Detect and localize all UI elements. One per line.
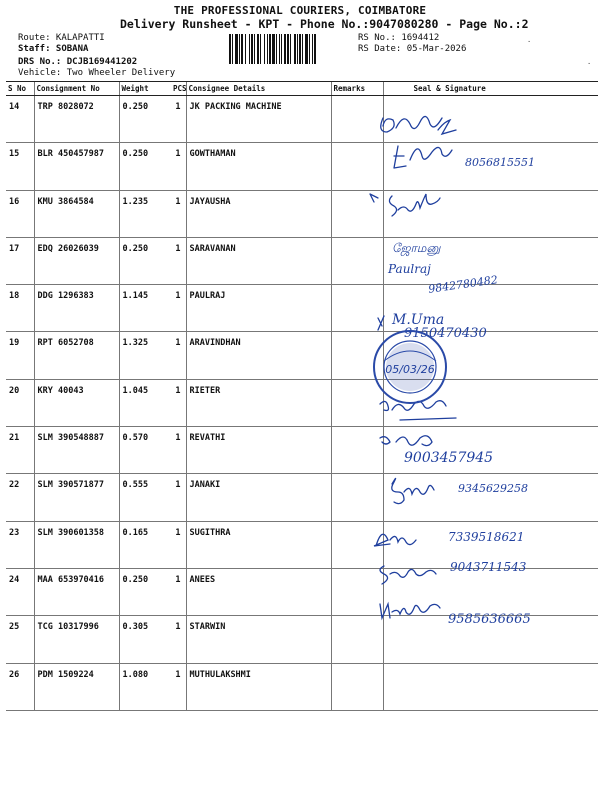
col-weight: Weight (119, 82, 171, 96)
row-pcs: 1 (171, 285, 186, 332)
staff-label: Staff: SOBANA (18, 44, 89, 54)
phone-r22: 9003457945 (404, 450, 494, 466)
row-consignee: JAYAUSHA (186, 190, 331, 237)
row-consignee: REVATHI (186, 427, 331, 474)
row-consignment: PDM 1509224 (34, 663, 119, 710)
row-weight: 0.165 (119, 521, 171, 568)
row-weight: 0.555 (119, 474, 171, 521)
name-r19: M.Uma (392, 312, 445, 328)
name-r18: ஜோமனு (392, 241, 441, 255)
row-weight: 0.250 (119, 96, 171, 143)
phone-r25: 9043711543 (450, 560, 527, 574)
row-consignee: ANEES (186, 568, 331, 615)
row-pcs: 1 (171, 521, 186, 568)
stamp-date: 05/03/26 (385, 363, 435, 376)
row-weight: 1.235 (119, 190, 171, 237)
row-pcs: 1 (171, 427, 186, 474)
row-sno: 16 (6, 190, 34, 237)
row-pcs: 1 (171, 143, 186, 190)
phone-r24: 7339518621 (448, 530, 525, 544)
phone-r23: 9345629258 (458, 482, 528, 495)
row-consignee: JK PACKING MACHINE (186, 96, 331, 143)
row-pcs: 1 (171, 332, 186, 379)
stray-mark: · (587, 60, 592, 68)
row-weight: 1.325 (119, 332, 171, 379)
row-consignment: TCG 10317996 (34, 616, 119, 663)
row-weight: 0.305 (119, 616, 171, 663)
col-remarks: Remarks (331, 82, 383, 96)
row-sno: 25 (6, 616, 34, 663)
row-weight: 1.080 (119, 663, 171, 710)
row-consignment: TRP 8028072 (34, 96, 119, 143)
rs-number: RS No.: 1694412 (358, 33, 440, 43)
row-sno: 17 (6, 237, 34, 284)
row-consignee: GOWTHAMAN (186, 143, 331, 190)
signature-r26 (380, 604, 440, 618)
signature-r16 (389, 194, 440, 216)
row-consignment: KMU 3864584 (34, 190, 119, 237)
row-pcs: 1 (171, 568, 186, 615)
row-sno: 14 (6, 96, 34, 143)
vehicle-label: Vehicle: Two Wheeler Delivery (18, 68, 176, 78)
row-sno: 22 (6, 474, 34, 521)
signature-r15 (394, 146, 452, 168)
row-weight: 0.570 (119, 427, 171, 474)
signature-r22 (380, 436, 432, 446)
row-weight: 0.250 (119, 143, 171, 190)
company-seal-stamp (370, 327, 450, 407)
route-label: Route: KALAPATTI (18, 33, 105, 43)
arrow-mark (370, 194, 378, 202)
row-sno: 19 (6, 332, 34, 379)
row-consignee: PAULRAJ (186, 285, 331, 332)
phone-r18: 9842780482 (427, 273, 499, 296)
row-consignment: RPT 6052708 (34, 332, 119, 379)
row-weight: 1.045 (119, 379, 171, 426)
drs-number: DRS No.: DCJB169441202 (18, 57, 138, 67)
signature-r25 (380, 566, 436, 584)
row-consignee: SUGITHRA (186, 521, 331, 568)
row-consignment: MAA 653970416 (34, 568, 119, 615)
row-sno: 24 (6, 568, 34, 615)
row-consignee: ARAVINDHAN (186, 332, 331, 379)
phone-r19: 9150470430 (404, 326, 487, 341)
col-seal: Seal & Signature (383, 82, 598, 96)
row-pcs: 1 (171, 616, 186, 663)
row-consignment: KRY 40043 (34, 379, 119, 426)
row-consignee: RIETER (186, 379, 331, 426)
col-pcs: PCS (171, 82, 186, 96)
col-consignment: Consignment No (34, 82, 119, 96)
row-sno: 21 (6, 427, 34, 474)
row-sno: 18 (6, 285, 34, 332)
signature-r18-text: Paulraj (388, 262, 431, 276)
row-consignment: DDG 1296383 (34, 285, 119, 332)
signature-r14 (381, 116, 456, 134)
row-weight: 1.145 (119, 285, 171, 332)
row-pcs: 1 (171, 663, 186, 710)
col-consignee: Consignee Details (186, 82, 331, 96)
signature-r24 (374, 534, 416, 546)
phone-r26: 9585636665 (448, 612, 531, 627)
company-title: THE PROFESSIONAL COURIERS, COIMBATORE (173, 4, 427, 17)
row-consignment: SLM 390601358 (34, 521, 119, 568)
row-pcs: 1 (171, 96, 186, 143)
row-pcs: 1 (171, 379, 186, 426)
row-consignment: SLM 390548887 (34, 427, 119, 474)
row-sno: 23 (6, 521, 34, 568)
row-weight: 0.250 (119, 568, 171, 615)
row-consignee: JANAKI (186, 474, 331, 521)
row-pcs: 1 (171, 237, 186, 284)
row-pcs: 1 (171, 190, 186, 237)
signature-r23 (392, 478, 434, 503)
row-sno: 15 (6, 143, 34, 190)
row-consignee: STARWIN (186, 616, 331, 663)
row-weight: 0.250 (119, 237, 171, 284)
runsheet-subtitle: Delivery Runsheet - KPT - Phone No.:9047080280 - Page No.:2 (120, 17, 529, 31)
row-pcs: 1 (171, 474, 186, 521)
row-sno: 26 (6, 663, 34, 710)
phone-r15: 8056815551 (465, 156, 535, 169)
row-sno: 20 (6, 379, 34, 426)
rs-date: RS Date: 05-Mar-2026 (358, 44, 467, 54)
row-consignment: SLM 390571877 (34, 474, 119, 521)
row-consignment: BLR 450457987 (34, 143, 119, 190)
col-sno: S No (6, 82, 34, 96)
stray-mark: · (527, 38, 532, 46)
row-consignee: SARAVANAN (186, 237, 331, 284)
row-consignee: MUTHULAKSHMI (186, 663, 331, 710)
row-consignment: EDQ 26026039 (34, 237, 119, 284)
